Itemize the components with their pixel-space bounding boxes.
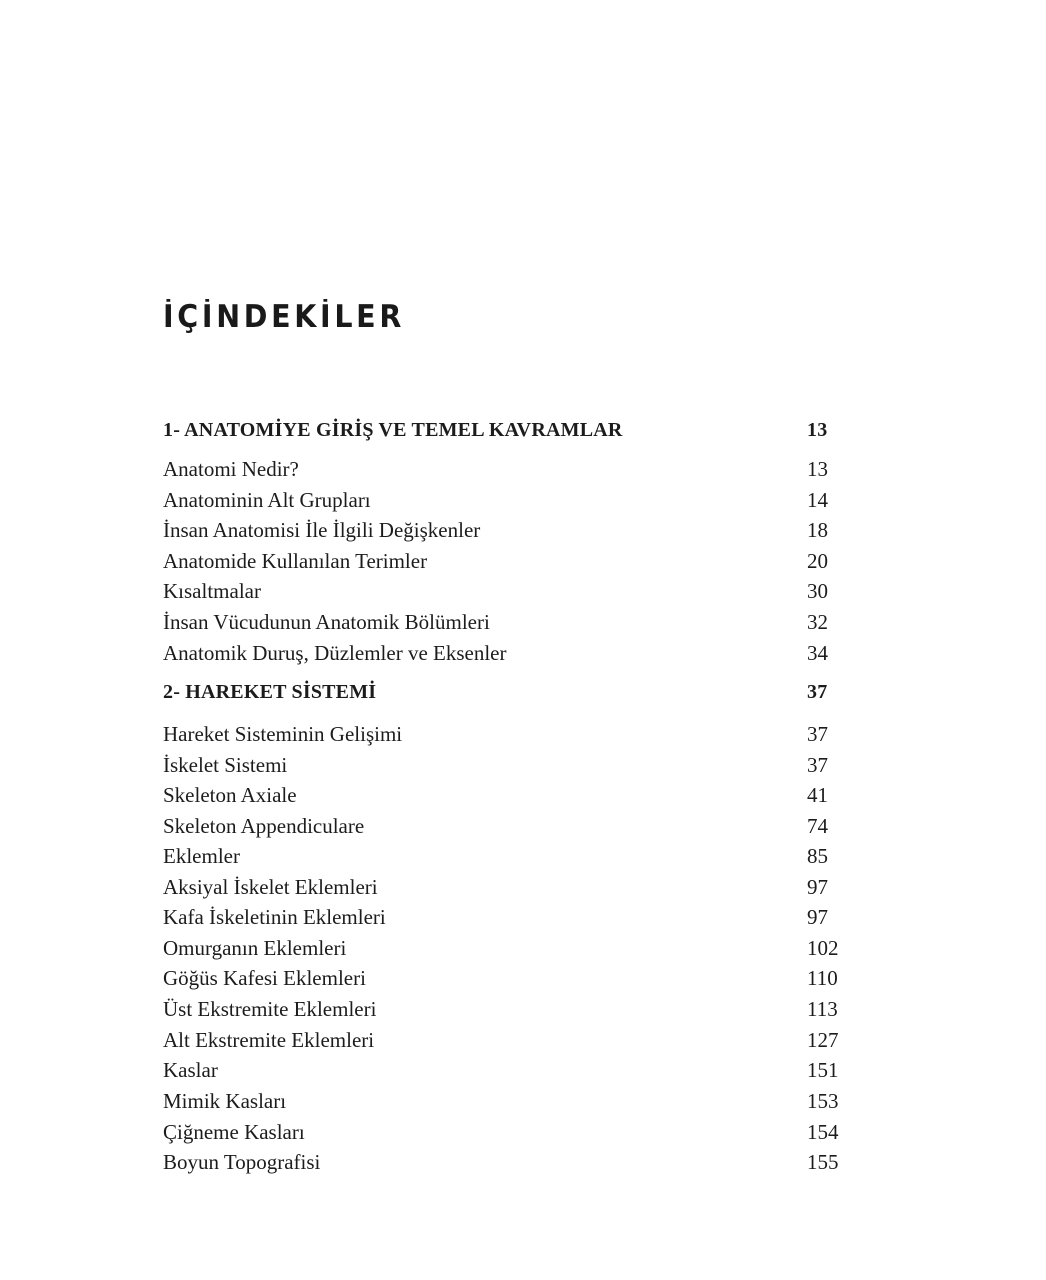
toc-entry-label: Skeleton Axiale	[163, 783, 297, 807]
toc-entry-label: Kaslar	[163, 1058, 218, 1082]
toc-entry-label: İskelet Sistemi	[163, 753, 288, 777]
section-heading-page: 37	[807, 681, 828, 703]
toc-entry-page: 74	[807, 814, 828, 838]
toc-entry-page: 154	[807, 1120, 839, 1144]
toc-entry[interactable]	[163, 1148, 863, 1176]
toc-entry-label: Eklemler	[163, 844, 240, 868]
toc-entry-label: Aksiyal İskelet Eklemleri	[163, 875, 378, 899]
toc-entry-label: Çiğneme Kasları	[163, 1120, 305, 1144]
toc-entry[interactable]	[163, 873, 863, 901]
toc-entry-label: Anatomi Nedir?	[163, 457, 299, 481]
toc-entry-label: Üst Ekstremite Eklemleri	[163, 997, 377, 1021]
toc-entry[interactable]	[163, 577, 863, 605]
toc-entry-page: 110	[807, 966, 838, 990]
section-heading-page: 13	[807, 419, 828, 441]
toc-entry[interactable]	[163, 964, 863, 992]
section-heading-label: 1- ANATOMİYE GİRİŞ VE TEMEL KAVRAMLAR	[163, 419, 623, 441]
toc-entry-label: Anatomik Duruş, Düzlemler ve Eksenler	[163, 641, 507, 665]
toc-entry-page: 20	[807, 549, 828, 573]
toc-entry-label: Kafa İskeletinin Eklemleri	[163, 905, 386, 929]
toc-entry-page: 102	[807, 936, 839, 960]
toc-entry[interactable]	[163, 1087, 863, 1115]
toc-entry-page: 13	[807, 457, 828, 481]
toc-entry-page: 37	[807, 753, 828, 777]
toc-entry[interactable]	[163, 639, 863, 667]
toc-entry[interactable]	[163, 455, 863, 483]
toc-entry[interactable]	[163, 486, 863, 514]
toc-entry-label: Hareket Sisteminin Gelişimi	[163, 722, 403, 746]
toc-entry[interactable]	[163, 812, 863, 840]
toc-entry[interactable]	[163, 608, 863, 636]
toc-entry-page: 34	[807, 641, 828, 665]
toc-entry-page: 37	[807, 722, 828, 746]
section-heading-2[interactable]	[163, 678, 863, 706]
section-heading-label: 2- HAREKET SİSTEMİ	[163, 681, 377, 703]
toc-entry[interactable]	[163, 781, 863, 809]
toc-entry-page: 97	[807, 875, 828, 899]
toc-entry-page: 85	[807, 844, 828, 868]
toc-entry[interactable]	[163, 934, 863, 962]
toc-entry-page: 30	[807, 579, 828, 603]
toc-entry-label: Omurganın Eklemleri	[163, 936, 347, 960]
toc-entry-page: 32	[807, 610, 828, 634]
toc-entry-label: Göğüs Kafesi Eklemleri	[163, 966, 366, 990]
toc-entry[interactable]	[163, 1118, 863, 1146]
toc-entry-label: İnsan Vücudunun Anatomik Bölümleri	[163, 610, 490, 634]
toc-entry[interactable]	[163, 547, 863, 575]
toc-entry-page: 151	[807, 1058, 839, 1082]
toc-entry-label: Kısaltmalar	[163, 579, 261, 603]
toc-entry-page: 153	[807, 1089, 839, 1113]
page-title: İÇİNDEKİLER	[163, 299, 405, 335]
toc-entry[interactable]	[163, 1026, 863, 1054]
toc-entry[interactable]	[163, 903, 863, 931]
toc-entry[interactable]	[163, 842, 863, 870]
toc-entry[interactable]	[163, 751, 863, 779]
toc-entry-page: 97	[807, 905, 828, 929]
toc-entry-label: Boyun Topografisi	[163, 1150, 321, 1174]
toc-entry-page: 14	[807, 488, 828, 512]
toc-entry-label: Anatomide Kullanılan Terimler	[163, 549, 428, 573]
toc-entry[interactable]	[163, 995, 863, 1023]
toc-entry-label: Mimik Kasları	[163, 1089, 287, 1113]
section-heading-1[interactable]	[163, 416, 863, 444]
toc-entry-page: 155	[807, 1150, 839, 1174]
toc-entry-label: Alt Ekstremite Eklemleri	[163, 1028, 375, 1052]
toc-entry[interactable]	[163, 516, 863, 544]
toc-entry-label: Anatominin Alt Grupları	[163, 488, 371, 512]
toc-entry-page: 41	[807, 783, 828, 807]
toc-entry-page: 18	[807, 518, 828, 542]
toc-entry[interactable]	[163, 1056, 863, 1084]
toc-entry-label: İnsan Anatomisi İle İlgili Değişkenler	[163, 518, 481, 542]
toc-entry[interactable]	[163, 720, 863, 748]
toc-entry-page: 113	[807, 997, 838, 1021]
toc-entry-page: 127	[807, 1028, 839, 1052]
toc-entry-label: Skeleton Appendiculare	[163, 814, 365, 838]
